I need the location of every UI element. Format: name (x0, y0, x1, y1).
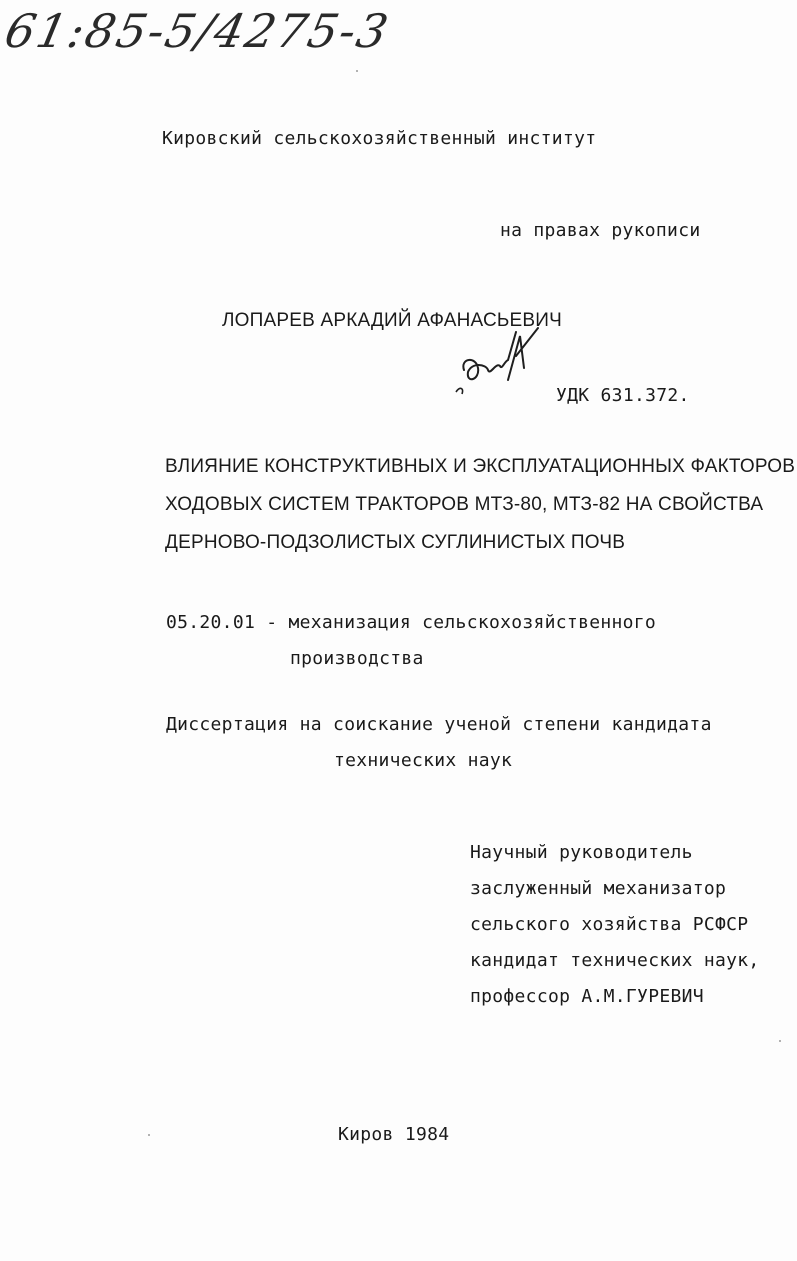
author-name: ЛОПАРЕВ АРКАДИЙ АФАНАСЬЕВИЧ (222, 310, 563, 331)
institution-name: Кировский сельскохозяйственный институт (162, 128, 597, 149)
supervisor-line-3: сельского хозяйства РСФСР (470, 914, 749, 935)
supervisor-line-5: профессор А.М.ГУРЕВИЧ (470, 986, 704, 1007)
udc-code: УДК 631.372. (556, 385, 690, 406)
supervisor-line-1: Научный руководитель (470, 842, 693, 863)
title-line-1: ВЛИЯНИЕ КОНСТРУКТИВНЫХ И ЭКСПЛУАТАЦИОННЫХ ФАКТОРОВ (165, 456, 796, 477)
scan-speck (356, 70, 358, 72)
dissertation-line-1: Диссертация на соискание ученой степени кандидата (166, 714, 712, 735)
author-signature (446, 322, 546, 402)
specialty-line-2: производства (290, 648, 424, 669)
supervisor-line-2: заслуженный механизатор (470, 878, 727, 899)
manuscript-note: на правах рукописи (500, 220, 701, 241)
title-line-2: ХОДОВЫХ СИСТЕМ ТРАКТОРОВ МТЗ-80, МТЗ-82 НА СВОЙСТВА (165, 494, 764, 515)
city-year: Киров 1984 (338, 1124, 450, 1145)
specialty-line-1: 05.20.01 - механизация сельскохозяйственного (166, 612, 657, 633)
supervisor-line-4: кандидат технических наук, (470, 950, 760, 971)
archive-code-handwritten: 61:85-5/4275-3 (0, 4, 395, 58)
title-line-3: ДЕРНОВО-ПОДЗОЛИСТЫХ СУГЛИНИСТЫХ ПОЧВ (165, 532, 626, 553)
dissertation-line-2: технических наук (334, 750, 513, 771)
scan-speck (779, 1040, 781, 1042)
scan-speck (148, 1134, 150, 1136)
